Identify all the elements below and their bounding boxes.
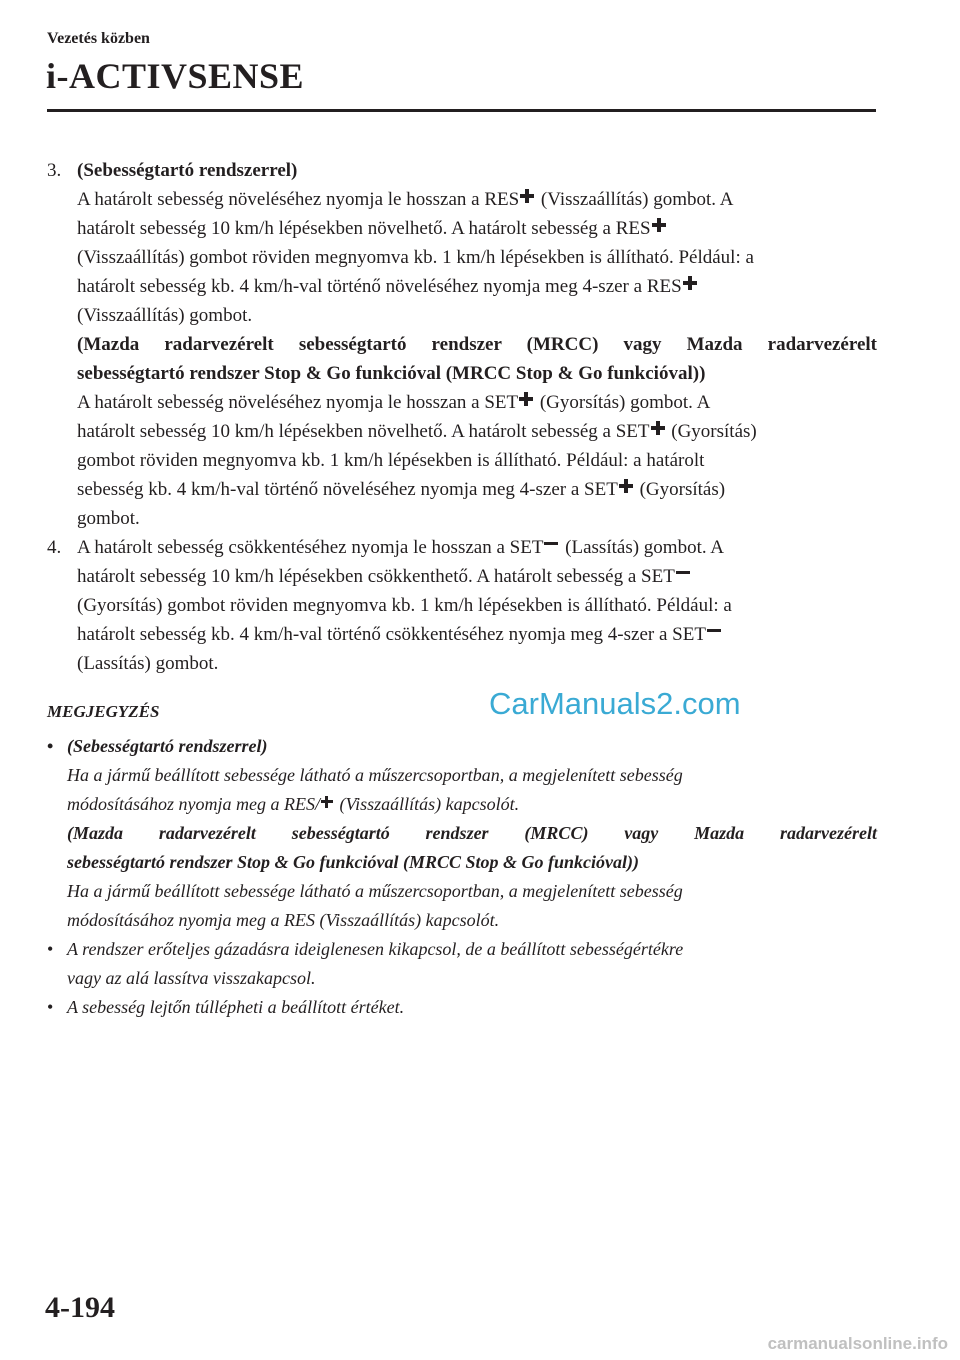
note-line: Ha a jármű beállított sebessége látható a műszercsoportban, a megjelenített sebesség bbox=[67, 881, 683, 901]
step4-line: 4. A határolt sebesség csökkentéséhez nyomja le hosszan a SET (Lassítás) gombot. A bbox=[47, 533, 877, 562]
minus-icon bbox=[676, 566, 690, 580]
note-heading: MEGJEGYZÉS bbox=[47, 702, 160, 721]
plus-icon bbox=[652, 218, 666, 232]
section-label: Vezetés közben bbox=[47, 30, 150, 47]
footer-watermark: carmanualsonline.info bbox=[767, 1334, 948, 1353]
plus-icon bbox=[651, 421, 665, 435]
step3-heading: 3. (Sebességtartó rendszerrel) bbox=[47, 156, 877, 185]
note-line: módosításához nyomja meg a RES (Visszaállítás) kapcsolót. bbox=[67, 910, 500, 930]
page-title: i-ACTIVSENSE bbox=[46, 56, 305, 96]
mrcc-heading: sebességtartó rendszer Stop & Go funkcióval (MRCC Stop & Go funkcióval)) bbox=[77, 363, 706, 384]
plus-icon bbox=[519, 392, 533, 406]
step3-line: gombot röviden megnyomva kb. 1 km/h lépésekben is állítható. Például: a határolt bbox=[77, 450, 705, 471]
step3-line: A határolt sebesség növeléséhez nyomja le hosszan a RES (Visszaállítás) gombot. A bbox=[77, 189, 734, 210]
minus-icon bbox=[707, 624, 721, 638]
step3-line: sebesség kb. 4 km/h-val történő növeléséhez nyomja meg 4-szer a SET (Gyorsítás) bbox=[77, 479, 726, 500]
step4-line: határolt sebesség 10 km/h lépésekben csökkenthető. A határolt sebesség a SET bbox=[47, 562, 877, 591]
plus-icon bbox=[321, 796, 333, 808]
step-number: 3. bbox=[47, 160, 62, 181]
step4-line: (Gyorsítás) gombot röviden megnyomva kb. 1 km/h lépésekben is állítható. Például: a bbox=[77, 595, 732, 616]
note-block bbox=[47, 732, 877, 1022]
main-content bbox=[47, 156, 877, 1022]
note-line: Ha a jármű beállított sebessége látható a műszercsoportban, a megjelenített sebesség bbox=[67, 765, 683, 785]
page-number: 4-194 bbox=[45, 1291, 115, 1324]
note-mrcc-heading: (Mazda radarvezérelt sebességtartó rendszer (MRCC) vagy Mazda radarvezérelt bbox=[67, 823, 877, 843]
note-line: módosításához nyomja meg a RES/ (Visszaállítás) kapcsolót. bbox=[67, 794, 520, 814]
plus-icon bbox=[683, 276, 697, 290]
step3-line: (Visszaállítás) gombot. bbox=[77, 305, 253, 326]
note-bullet: • A sebesség lejtőn túllépheti a beállított értéket. bbox=[47, 993, 877, 1022]
step3-line: (Visszaállítás) gombot röviden megnyomva kb. 1 km/h lépésekben is állítható. Például: a bbox=[77, 247, 754, 268]
bullet-icon: • bbox=[47, 997, 54, 1017]
note-bullet-heading: • (Sebességtartó rendszerrel) bbox=[47, 732, 877, 761]
minus-icon bbox=[544, 537, 558, 551]
note-line: vagy az alá lassítva visszakapcsol. bbox=[67, 968, 316, 988]
bullet-icon: • bbox=[47, 939, 54, 959]
step3-line: határolt sebesség 10 km/h lépésekben növelhető. A határolt sebesség a RES bbox=[47, 214, 877, 243]
step3-line: határolt sebesség 10 km/h lépésekben növelhető. A határolt sebesség a SET (Gyorsítás) bbox=[77, 421, 757, 442]
note-mrcc-heading: sebességtartó rendszer Stop & Go funkcióval (MRCC Stop & Go funkcióval)) bbox=[67, 852, 640, 872]
bullet-icon: • bbox=[47, 736, 54, 756]
plus-icon bbox=[619, 479, 633, 493]
plus-icon bbox=[520, 189, 534, 203]
step4-line: (Lassítás) gombot. bbox=[77, 653, 219, 674]
watermark: CarManuals2.com bbox=[489, 686, 741, 721]
step3-line: határolt sebesség kb. 4 km/h-val történő növeléséhez nyomja meg 4-szer a RES bbox=[47, 272, 877, 301]
step3-line: A határolt sebesség növeléséhez nyomja le hosszan a SET (Gyorsítás) gombot. A bbox=[77, 392, 711, 413]
step-number: 4. bbox=[47, 537, 62, 558]
header-divider bbox=[47, 109, 876, 112]
step4-line: határolt sebesség kb. 4 km/h-val történő csökkentéséhez nyomja meg 4-szer a SET bbox=[47, 620, 877, 649]
mrcc-heading: (Mazda radarvezérelt sebességtartó rendszer (MRCC) vagy Mazda radarvezérelt bbox=[77, 334, 877, 355]
step3-line: gombot. bbox=[77, 508, 140, 529]
note-bullet: • A rendszer erőteljes gázadásra ideiglenesen kikapcsol, de a beállított sebességértékre bbox=[47, 935, 877, 964]
